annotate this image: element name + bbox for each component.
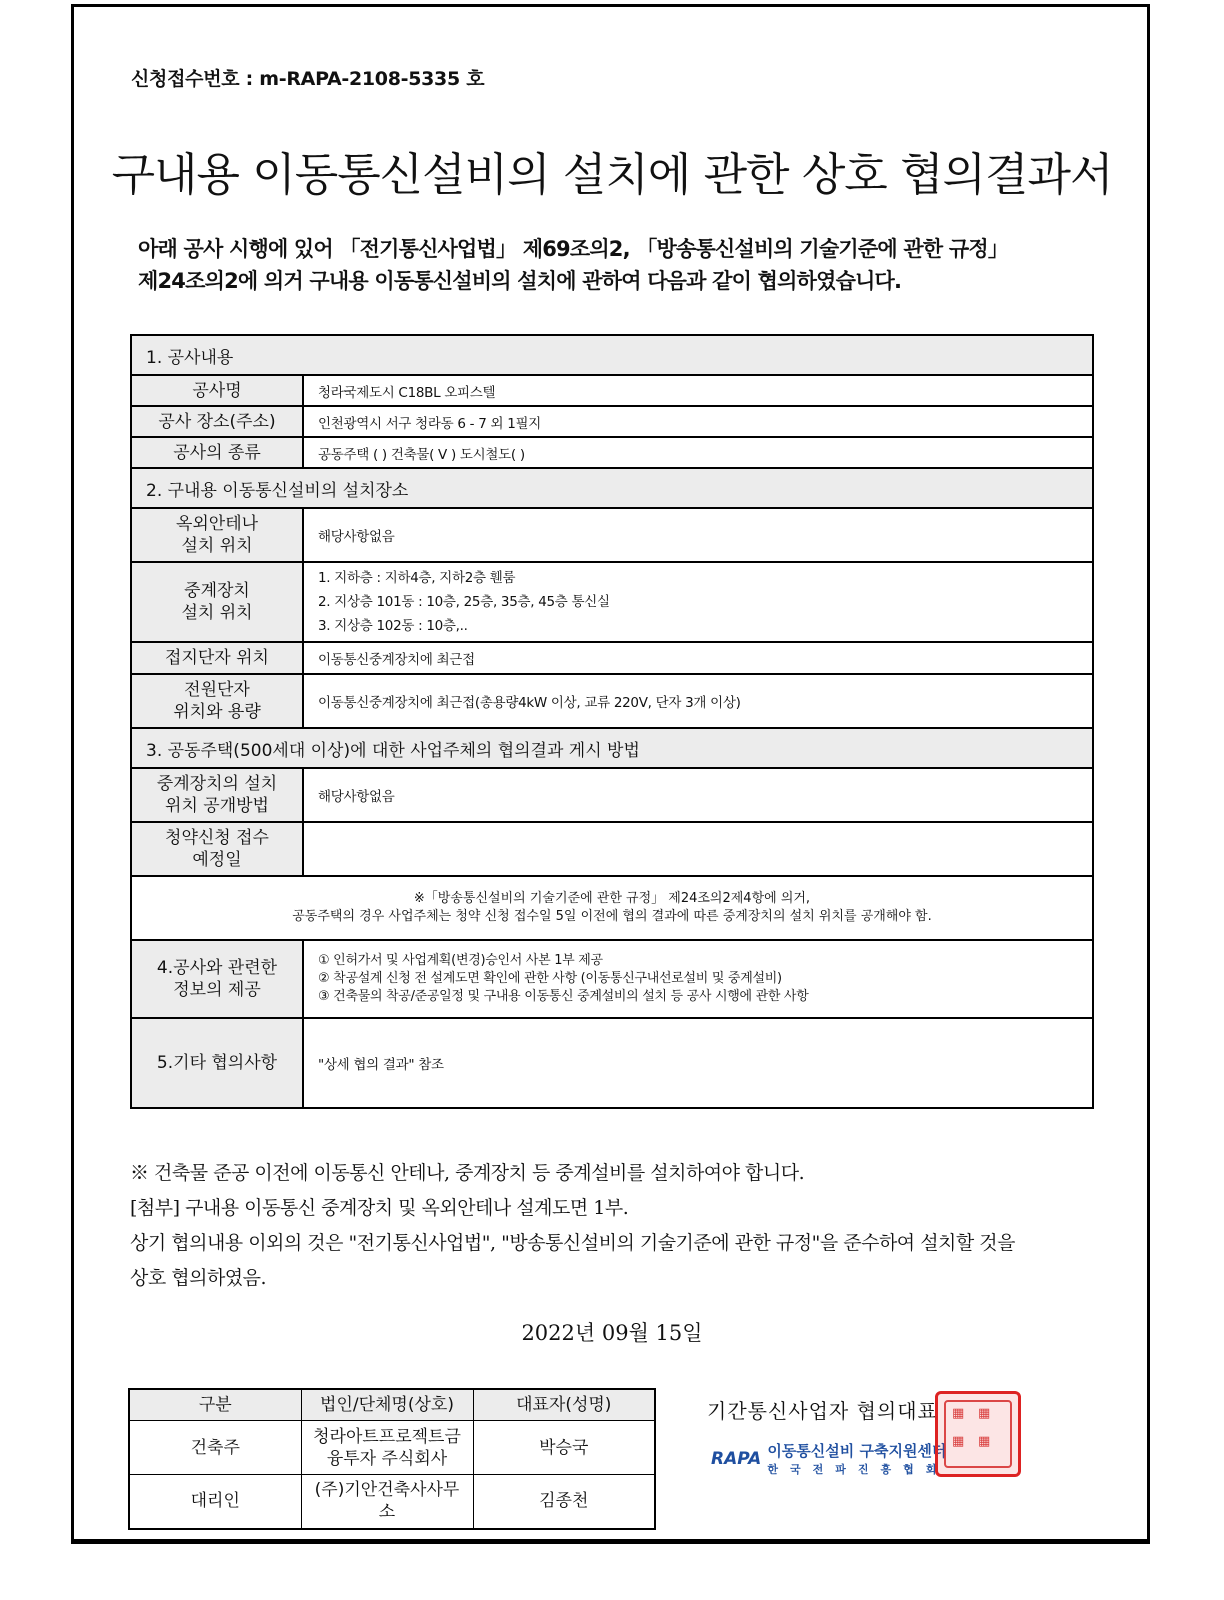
value-construction-name: 청라국제도시 C18BL 오피스텔 xyxy=(303,375,1093,406)
rapa-logo: RAPA xyxy=(711,1448,762,1469)
sig-header-type: 구분 xyxy=(129,1389,301,1421)
intro-paragraph xyxy=(138,233,1098,297)
relay-line: 2. 지상층 101동 : 10층, 25층, 35층, 45층 통신실 xyxy=(318,594,610,610)
value-info-provision xyxy=(303,940,1093,1018)
value-power-terminal: 이동통신중계장치에 최근접(총용량4kW 이상, 교류 220V, 단자 3개 이상) xyxy=(303,674,1093,728)
closing-line: 상호 협의하였음. xyxy=(130,1267,267,1289)
sig-type: 건축주 xyxy=(129,1421,301,1475)
label-other-matters: 5.기타 협의사항 xyxy=(131,1018,303,1108)
relay-line: 1. 지하층 : 지하4층, 지하2층 휀룸 xyxy=(318,570,516,586)
agreement-date: 2022년 09월 15일 xyxy=(521,1321,703,1345)
sig-header-name: 법인/단체명(상호) xyxy=(301,1389,473,1421)
section-2-header: 2. 구내용 이동통신설비의 설치장소 xyxy=(131,468,1093,508)
label-info-provision: 4.공사와 관련한 정보의 제공 xyxy=(131,940,303,1018)
relay-line: 3. 지상층 102동 : 10층,.. xyxy=(318,618,468,634)
value-relay-location xyxy=(303,562,1093,642)
signature-table xyxy=(128,1388,656,1530)
closing-line: 상기 협의내용 이외의 것은 "전기통신사업법", "방송통신설비의 기술기준에 관한 규정"을 준수하여 설치할 것을 xyxy=(130,1232,1016,1254)
label-disclose-method: 중계장치의 설치 위치 공개방법 xyxy=(131,768,303,822)
value-other-matters: "상세 협의 결과" 참조 xyxy=(303,1018,1093,1108)
official-seal-icon: ▦ ▦ ▦ ▦ xyxy=(935,1391,1021,1477)
label-power-terminal: 전원단자 위치와 용량 xyxy=(131,674,303,728)
sig-type: 대리인 xyxy=(129,1475,301,1529)
value-ground-terminal: 이동통신중계장치에 최근접 xyxy=(303,642,1093,674)
label-antenna-location: 옥외안테나 설치 위치 xyxy=(131,508,303,562)
association-name: 한국전파진흥협회 xyxy=(767,1463,949,1476)
rapa-logo-block xyxy=(711,1440,948,1477)
label-construction-type: 공사의 종류 xyxy=(131,437,303,468)
info-line: ② 착공설계 신청 전 설계도면 확인에 관한 사항 (이동통신구내선로설비 및 중계설비) xyxy=(318,971,782,986)
label-subscription-date: 청약신청 접수 예정일 xyxy=(131,822,303,876)
document-title: 구내용 이동통신설비의 설치에 관한 상호 협의결과서 xyxy=(111,148,1113,201)
carrier-representative-label: 기간통신사업자 협의대표 xyxy=(707,1399,938,1423)
value-antenna-location: 해당사항없음 xyxy=(303,508,1093,562)
agreement-table xyxy=(130,334,1094,1109)
section-3-header: 3. 공동주택(500세대 이상)에 대한 사업주체의 협의결과 게시 방법 xyxy=(131,728,1093,768)
section-1-header: 1. 공사내용 xyxy=(131,335,1093,375)
closing-line: ※ 건축물 준공 이전에 이동통신 안테나, 중계장치 등 중계설비를 설치하여야 합니다. xyxy=(130,1162,805,1184)
value-disclose-method: 해당사항없음 xyxy=(303,768,1093,822)
intro-line: 제24조의2에 의거 구내용 이동통신설비의 설치에 관하여 다음과 같이 협의하였습니다. xyxy=(138,269,902,293)
info-line: ③ 건축물의 착공/준공일정 및 구내용 이동통신 중계설비의 설치 등 공사 시행에 관한 사항 xyxy=(318,989,809,1004)
sig-header-rep: 대표자(성명) xyxy=(473,1389,655,1421)
regulation-note: ※「방송통신설비의 기술기준에 관한 규정」 제24조의2제4항에 의거, 공동주택의 경우 사업주체는 청약 신청 접수일 5일 이전에 협의 결과에 따른 중계장치의 설치 위치를 공개해야 함. xyxy=(131,876,1093,940)
sig-name: 청라아트프로젝트금 융투자 주식회사 xyxy=(301,1421,473,1475)
sig-rep: 박승국 xyxy=(473,1421,655,1475)
intro-line: 아래 공사 시행에 있어 「전기통신사업법」 제69조의2, 「방송통신설비의 기술기준에 관한 규정」 xyxy=(138,237,1009,261)
label-ground-terminal: 접지단자 위치 xyxy=(131,642,303,674)
value-subscription-date xyxy=(303,822,1093,876)
closing-line: [첨부] 구내용 이동통신 중계장치 및 옥외안테나 설계도면 1부. xyxy=(130,1197,629,1219)
label-construction-address: 공사 장소(주소) xyxy=(131,406,303,437)
value-construction-address: 인천광역시 서구 청라동 6 - 7 외 1필지 xyxy=(303,406,1093,437)
receipt-number: 신청접수번호 : m-RAPA-2108-5335 호 xyxy=(131,68,485,90)
label-construction-name: 공사명 xyxy=(131,375,303,406)
value-construction-type: 공동주택 ( ) 건축물( V ) 도시철도( ) xyxy=(303,437,1093,468)
label-relay-location: 중계장치 설치 위치 xyxy=(131,562,303,642)
support-center-name: 이동통신설비 구축지원센터 xyxy=(767,1442,947,1460)
closing-notes xyxy=(130,1156,1090,1296)
sig-rep: 김종천 xyxy=(473,1475,655,1529)
sig-name: (주)기안건축사사무 소 xyxy=(301,1475,473,1529)
info-line: ① 인허가서 및 사업계획(변경)승인서 사본 1부 제공 xyxy=(318,953,603,968)
